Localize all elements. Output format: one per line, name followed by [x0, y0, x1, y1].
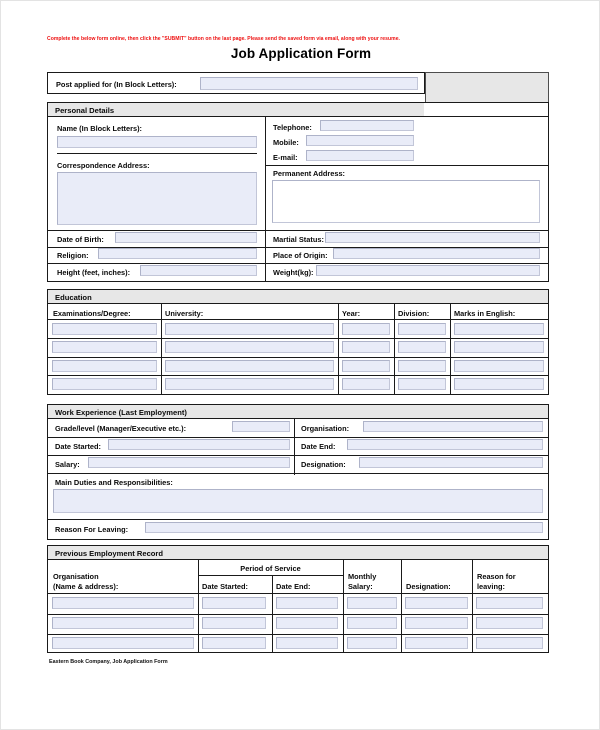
- religion-label: Religion:: [57, 251, 89, 260]
- contact-group-rule: [265, 165, 548, 166]
- personal-details-header: Personal Details: [48, 103, 424, 117]
- education-cell[interactable]: [398, 360, 446, 372]
- telephone-input[interactable]: [320, 120, 414, 131]
- prev-col-reason-line1: Reason for: [477, 572, 516, 581]
- education-col-marks: Marks in English:: [454, 309, 516, 318]
- work-experience-header: Work Experience (Last Employment): [48, 405, 548, 419]
- prev-employment-cell[interactable]: [276, 597, 338, 609]
- education-cell[interactable]: [165, 378, 334, 390]
- prev-employment-cell[interactable]: [405, 617, 468, 629]
- education-cell[interactable]: [342, 341, 390, 353]
- page-title: Job Application Form: [230, 46, 372, 61]
- prev-col-designation: Designation:: [406, 582, 451, 591]
- prev-col-rule-4: [401, 560, 402, 652]
- prev-row-rule-2: [48, 634, 548, 635]
- education-row-rule-1: [48, 338, 548, 339]
- education-cell[interactable]: [165, 323, 334, 335]
- name-input[interactable]: [57, 136, 257, 148]
- education-cell[interactable]: [398, 341, 446, 353]
- height-input[interactable]: [140, 265, 257, 276]
- prev-col-date-end: Date End:: [276, 582, 311, 591]
- height-label: Height (feet, inches):: [57, 268, 131, 277]
- grade-level-input[interactable]: [232, 421, 290, 432]
- date-end-label: Date End:: [301, 442, 336, 451]
- education-col-university: University:: [165, 309, 204, 318]
- mobile-label: Mobile:: [273, 138, 299, 147]
- prev-col-organisation-line1: Organisation: [53, 572, 99, 581]
- education-row-rule-2: [48, 357, 548, 358]
- education-header: Education: [48, 290, 548, 304]
- date-started-label: Date Started:: [55, 442, 101, 451]
- prev-employment-cell[interactable]: [52, 637, 194, 649]
- prev-employment-cell[interactable]: [476, 617, 543, 629]
- education-row-rule-3: [48, 375, 548, 376]
- education-cell[interactable]: [52, 360, 157, 372]
- prev-col-organisation-line2: (Name & address):: [53, 582, 119, 591]
- personal-details-section: [47, 102, 549, 282]
- post-applied-input[interactable]: [200, 77, 418, 90]
- email-label: E-mail:: [273, 153, 298, 162]
- correspondence-address-input[interactable]: [57, 172, 257, 225]
- post-applied-row: [47, 72, 425, 94]
- salary-label: Salary:: [55, 460, 80, 469]
- reason-for-leaving-label: Reason For Leaving:: [55, 525, 129, 534]
- education-cell[interactable]: [52, 378, 157, 390]
- education-cell[interactable]: [52, 323, 157, 335]
- education-col-rule-4: [450, 304, 451, 394]
- prev-col-date-started: Date Started:: [202, 582, 248, 591]
- prev-col-rule-1: [198, 560, 199, 652]
- prev-employment-cell[interactable]: [476, 637, 543, 649]
- work-experience-column-divider: [294, 419, 295, 475]
- prev-employment-cell[interactable]: [405, 597, 468, 609]
- marital-status-input[interactable]: [325, 232, 540, 243]
- date-of-birth-input[interactable]: [115, 232, 257, 243]
- education-cell[interactable]: [342, 360, 390, 372]
- weight-input[interactable]: [316, 265, 540, 276]
- designation-label: Designation:: [301, 460, 346, 469]
- prev-col-reason-line2: leaving:: [477, 582, 505, 591]
- permanent-address-input[interactable]: [272, 180, 540, 223]
- education-col-rule-2: [338, 304, 339, 394]
- education-cell[interactable]: [165, 341, 334, 353]
- marital-status-label: Martial Status:: [273, 235, 324, 244]
- education-col-year: Year:: [342, 309, 361, 318]
- form-footer: Eastern Book Company, Job Application Form: [49, 659, 168, 665]
- date-started-input[interactable]: [108, 439, 290, 450]
- education-col-rule-3: [394, 304, 395, 394]
- prev-col-monthly-line1: Monthly: [348, 572, 377, 581]
- weight-label: Weight(kg):: [273, 268, 314, 277]
- previous-employment-section: [47, 545, 549, 653]
- prev-employment-cell[interactable]: [202, 637, 266, 649]
- bottom-rows-divider: [265, 230, 266, 281]
- prev-col-monthly-line2: Salary:: [348, 582, 373, 591]
- education-col-rule-1: [161, 304, 162, 394]
- education-cell[interactable]: [165, 360, 334, 372]
- personal-details-header-rule: [424, 116, 548, 117]
- period-of-service-group-label: Period of Service: [240, 564, 301, 573]
- education-header-rule: [48, 319, 548, 320]
- education-cell[interactable]: [454, 378, 544, 390]
- education-cell[interactable]: [342, 378, 390, 390]
- reason-for-leaving-input[interactable]: [145, 522, 543, 533]
- personal-details-column-divider: [265, 117, 266, 230]
- name-underline: [57, 153, 257, 154]
- education-cell[interactable]: [454, 360, 544, 372]
- mobile-input[interactable]: [306, 135, 414, 146]
- place-of-origin-input[interactable]: [333, 248, 540, 259]
- prev-employment-cell[interactable]: [347, 597, 397, 609]
- main-duties-label: Main Duties and Responsibilities:: [55, 478, 173, 487]
- date-end-input[interactable]: [347, 439, 543, 450]
- date-of-birth-label: Date of Birth:: [57, 235, 104, 244]
- prev-employment-cell[interactable]: [276, 637, 338, 649]
- period-of-service-group-rule: [198, 575, 343, 576]
- prev-row-rule-1: [48, 614, 548, 615]
- prev-col-rule-5: [472, 560, 473, 652]
- education-cell[interactable]: [342, 323, 390, 335]
- telephone-label: Telephone:: [273, 123, 312, 132]
- prev-employment-cell[interactable]: [52, 617, 194, 629]
- permanent-address-label: Permanent Address:: [273, 169, 346, 178]
- post-applied-label: Post applied for (In Block Letters):: [56, 80, 177, 89]
- work-row-rule-3: [48, 473, 548, 474]
- religion-input[interactable]: [98, 248, 257, 259]
- education-cell[interactable]: [454, 323, 544, 335]
- instruction-text: Complete the below form online, then click the "SUBMIT" button on the last page. Please send the saved form via email, along with your resume.: [47, 36, 400, 42]
- correspondence-address-label: Correspondence Address:: [57, 161, 150, 170]
- prev-employment-cell[interactable]: [476, 597, 543, 609]
- prev-employment-cell[interactable]: [276, 617, 338, 629]
- education-col-degree: Examinations/Degree:: [53, 309, 131, 318]
- work-experience-section: [47, 404, 549, 540]
- previous-employment-header: Previous Employment Record: [48, 546, 548, 560]
- education-cell[interactable]: [454, 341, 544, 353]
- grade-level-label: Grade/level (Manager/Executive etc.):: [55, 424, 187, 433]
- organisation-input[interactable]: [363, 421, 543, 432]
- organisation-label: Organisation:: [301, 424, 350, 433]
- education-cell[interactable]: [52, 341, 157, 353]
- education-section: [47, 289, 549, 395]
- prev-employment-cell[interactable]: [52, 597, 194, 609]
- prev-employment-cell[interactable]: [347, 637, 397, 649]
- name-label: Name (In Block Letters):: [57, 124, 143, 133]
- prev-employment-cell[interactable]: [202, 617, 266, 629]
- prev-col-rule-3: [343, 560, 344, 652]
- main-duties-input[interactable]: [53, 489, 543, 513]
- designation-input[interactable]: [359, 457, 543, 468]
- email-input[interactable]: [306, 150, 414, 161]
- place-of-origin-label: Place of Origin:: [273, 251, 328, 260]
- prev-employment-cell[interactable]: [202, 597, 266, 609]
- prev-employment-cell[interactable]: [405, 637, 468, 649]
- education-cell[interactable]: [398, 323, 446, 335]
- prev-employment-cell[interactable]: [347, 617, 397, 629]
- salary-input[interactable]: [88, 457, 290, 468]
- education-cell[interactable]: [398, 378, 446, 390]
- education-col-division: Division:: [398, 309, 430, 318]
- work-row-rule-4: [48, 519, 548, 520]
